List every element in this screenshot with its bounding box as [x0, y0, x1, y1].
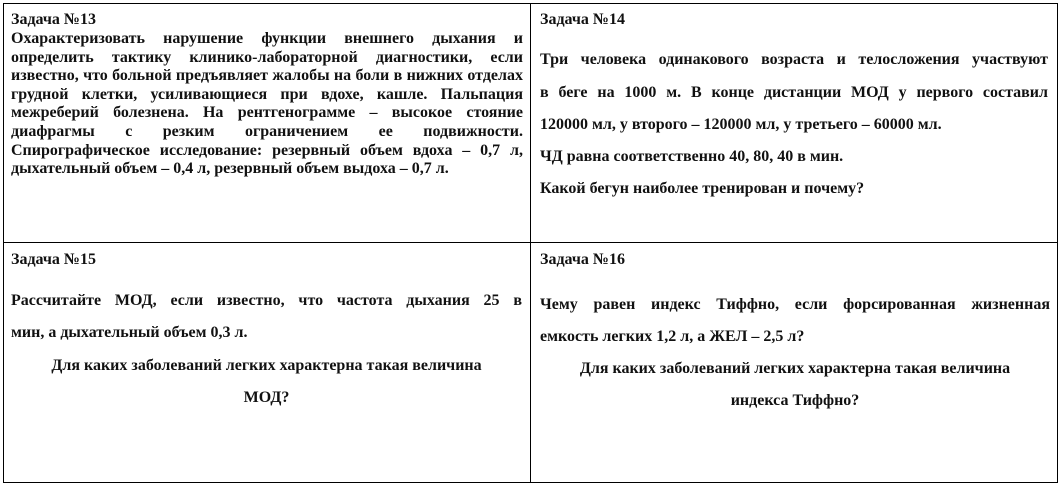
task-14-line: Три человека одинакового возраста и телосложения участвуют: [540, 51, 1048, 68]
task-15-question: Для каких заболеваний легких характерна такая величина: [51, 357, 482, 374]
task-14-line: в беге на 1000 м. В конце дистанции МОД у первого составил: [540, 84, 1048, 101]
tasks-table: [3, 3, 1058, 483]
task-15-line: мин, а дыхательный объем 0,3 л.: [11, 324, 248, 341]
task-13-title: Задача №13: [11, 11, 96, 28]
task-16-question-end: индекса Тиффно?: [730, 392, 860, 409]
task-14-cell: [531, 4, 1057, 243]
task-13-text: Охарактеризовать нарушение функции внешнего дыхания и определить тактику клинико-лабораторной диагностики, если известно, что больной предъявляет жалобы на боли в нижних отделах грудной клетки, усиливающиеся при вдохе, кашле. Пальпация межреберий болезнена. На рентгенограмме – высокое стояние диафрагмы с резким ограничением ее подвижности. Спирографическое исследование: резервный объем вдоха – 0,7 л, дыхательный объем – 0,4 л, резервный объем выдоха – 0,7 л.: [11, 30, 523, 178]
task-16-line: емкость легких 1,2 л, а ЖЕЛ – 2,5 л?: [540, 328, 805, 345]
task-16-title: Задача №16: [540, 251, 625, 268]
task-14-question: Какой бегун наиболее тренирован и почему?: [540, 180, 865, 197]
task-14-line: 120000 мл, у второго – 120000 мл, у третьего – 60000 мл.: [540, 116, 942, 133]
task-16-line: Чему равен индекс Тиффно, если форсированная жизненная: [540, 296, 1050, 313]
task-15-cell: [4, 243, 531, 482]
task-15-line: Рассчитайте МОД, если известно, что частота дыхания 25 в: [11, 292, 522, 309]
task-14-title: Задача №14: [540, 11, 625, 28]
task-16-question: Для каких заболеваний легких характерна такая величина: [579, 360, 1011, 377]
task-15-question-end: МОД?: [243, 389, 290, 406]
task-13-cell: [4, 4, 531, 243]
task-15-title: Задача №15: [11, 251, 96, 268]
task-14-line: ЧД равна соответственно 40, 80, 40 в мин.: [540, 148, 844, 165]
task-16-cell: [531, 243, 1057, 482]
